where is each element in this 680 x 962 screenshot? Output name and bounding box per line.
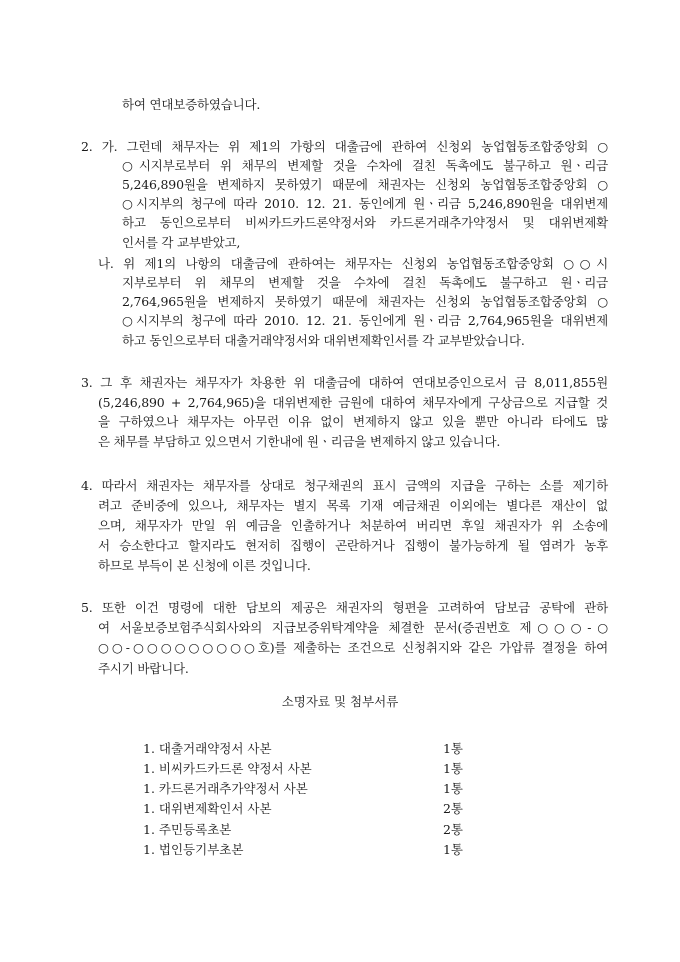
sec3-line-1: 3. 그 후 채권자는 채무자가 차용한 위 대출금에 대하여 연대보증인으로서 금 8,011,855원 [81,375,608,390]
attachment-count: 1통 [442,781,463,796]
attachment-count: 1통 [442,741,463,756]
sec2-ga-line-1: 2. 가. 그런데 채무자는 위 제1의 가항의 대출금에 관하여 신청외 농업협동조합중앙회 ○ [81,139,608,154]
attachment-count: 2통 [442,822,463,837]
sec4-line-4: 서 승소한다고 할지라도 현저히 집행이 곤란하거나 집행이 불가능하게 될 염려가 농후 [98,538,608,553]
sec3-line-3: 을 구하였으나 채무자는 아무런 이유 없이 변제하지 않고 있을 뿐만 아니라 타에도 많 [98,414,608,429]
sec5-line-1: 5. 또한 이건 명령에 대한 담보의 제공은 채권자의 형편을 고려하여 담보금 공탁에 관하 [81,600,608,615]
sec5-line-4: 주시기 바랍니다. [98,661,189,676]
sec2-na-line-5: 하고 동인으로부터 대출거래약정서와 대위변제확인서를 각 교부받았습니다. [122,333,525,348]
attachment-name: 1. 주민등록초본 [143,822,232,837]
sec2-na-line-3: 2,764,965원을 변제하지 못하였기 때문에 채권자는 신청외 농업협동조합중앙회 ○ [122,294,608,309]
attachment-name: 1. 대위변제확인서 사본 [143,801,272,816]
sec5-line-2: 여 서울보증보험주식회사와의 지급보증위탁계약을 체결한 문서(증권번호 제○○○-○ [98,620,608,635]
sec4-line-2: 려고 준비중에 있으나, 채무자는 별지 목록 기재 예금채권 이외에는 별다른 재산이 없 [98,498,608,513]
attachment-count: 1통 [442,761,463,776]
sec3-line-4: 은 채무를 부담하고 있으면서 기한내에 원ㆍ리금을 변제하지 않고 있습니다. [98,434,501,449]
sec2-ga-line-3: 5,246,890원을 변제하지 못하였기 때문에 채권자는 신청외 농업협동조합중앙회 ○ [122,177,608,192]
sec3-line-2: (5,246,890 + 2,764,965)을 대위변제한 금원에 대하여 채무자에게 구상금으로 지급할 것 [98,395,608,410]
attachment-count: 2통 [442,801,463,816]
sec2-na-line-1: 나. 위 제1의 나항의 대출금에 관하여는 채무자는 신청외 농업협동조합중앙회 ○○시 [98,256,608,271]
intro-line: 하여 연대보증하였습니다. [122,97,261,112]
sec4-line-1: 4. 따라서 채권자는 채무자를 상대로 청구채권의 표시 금액의 지급을 구하는 소를 제기하 [81,478,608,493]
sec2-ga-line-5: 하고 동인으로부터 비씨카드카드론약정서와 카드론거래추가약정서 및 대위변제확 [122,215,608,230]
sec2-na-line-2: 지부로부터 위 채무의 변제할 것을 수차에 걸친 독촉에도 불구하고 원ㆍ리금 [122,275,608,290]
sec2-ga-line-2: ○시지부로부터 위 채무의 변제할 것을 수차에 걸친 독촉에도 불구하고 원ㆍ리금 [122,158,608,173]
sec4-line-5: 하므로 부득이 본 신청에 이른 것입니다. [98,558,311,573]
attachment-count: 1통 [442,842,463,857]
sec2-ga-line-4: ○시지부의 청구에 따라 2010. 12. 21. 동인에게 원ㆍ리금 5,246,890원을 대위변제 [122,196,608,211]
attachments-title: 소명자료 및 첨부서류 [281,694,399,709]
sec2-ga-line-6: 인서를 각 교부받았고, [122,235,241,250]
attachment-name: 1. 카드론거래추가약정서 사본 [143,781,308,796]
attachment-name: 1. 대출거래약정서 사본 [143,741,272,756]
sec4-line-3: 으며, 채무자가 만일 위 예금을 인출하거나 처분하여 버리면 후일 채권자가 위 소송에 [98,518,608,533]
attachment-name: 1. 법인등기부초본 [143,842,244,857]
sec2-na-line-4: ○시지부의 청구에 따라 2010. 12. 21. 동인에게 원ㆍ리금 2,764,965원을 대위변제 [122,313,608,328]
attachment-name: 1. 비씨카드카드론 약정서 사본 [143,761,312,776]
sec5-line-3: ○○-○○○○○○○○○호)를 제출하는 조건으로 신청취지와 같은 가압류 결정을 하여 [98,640,608,655]
